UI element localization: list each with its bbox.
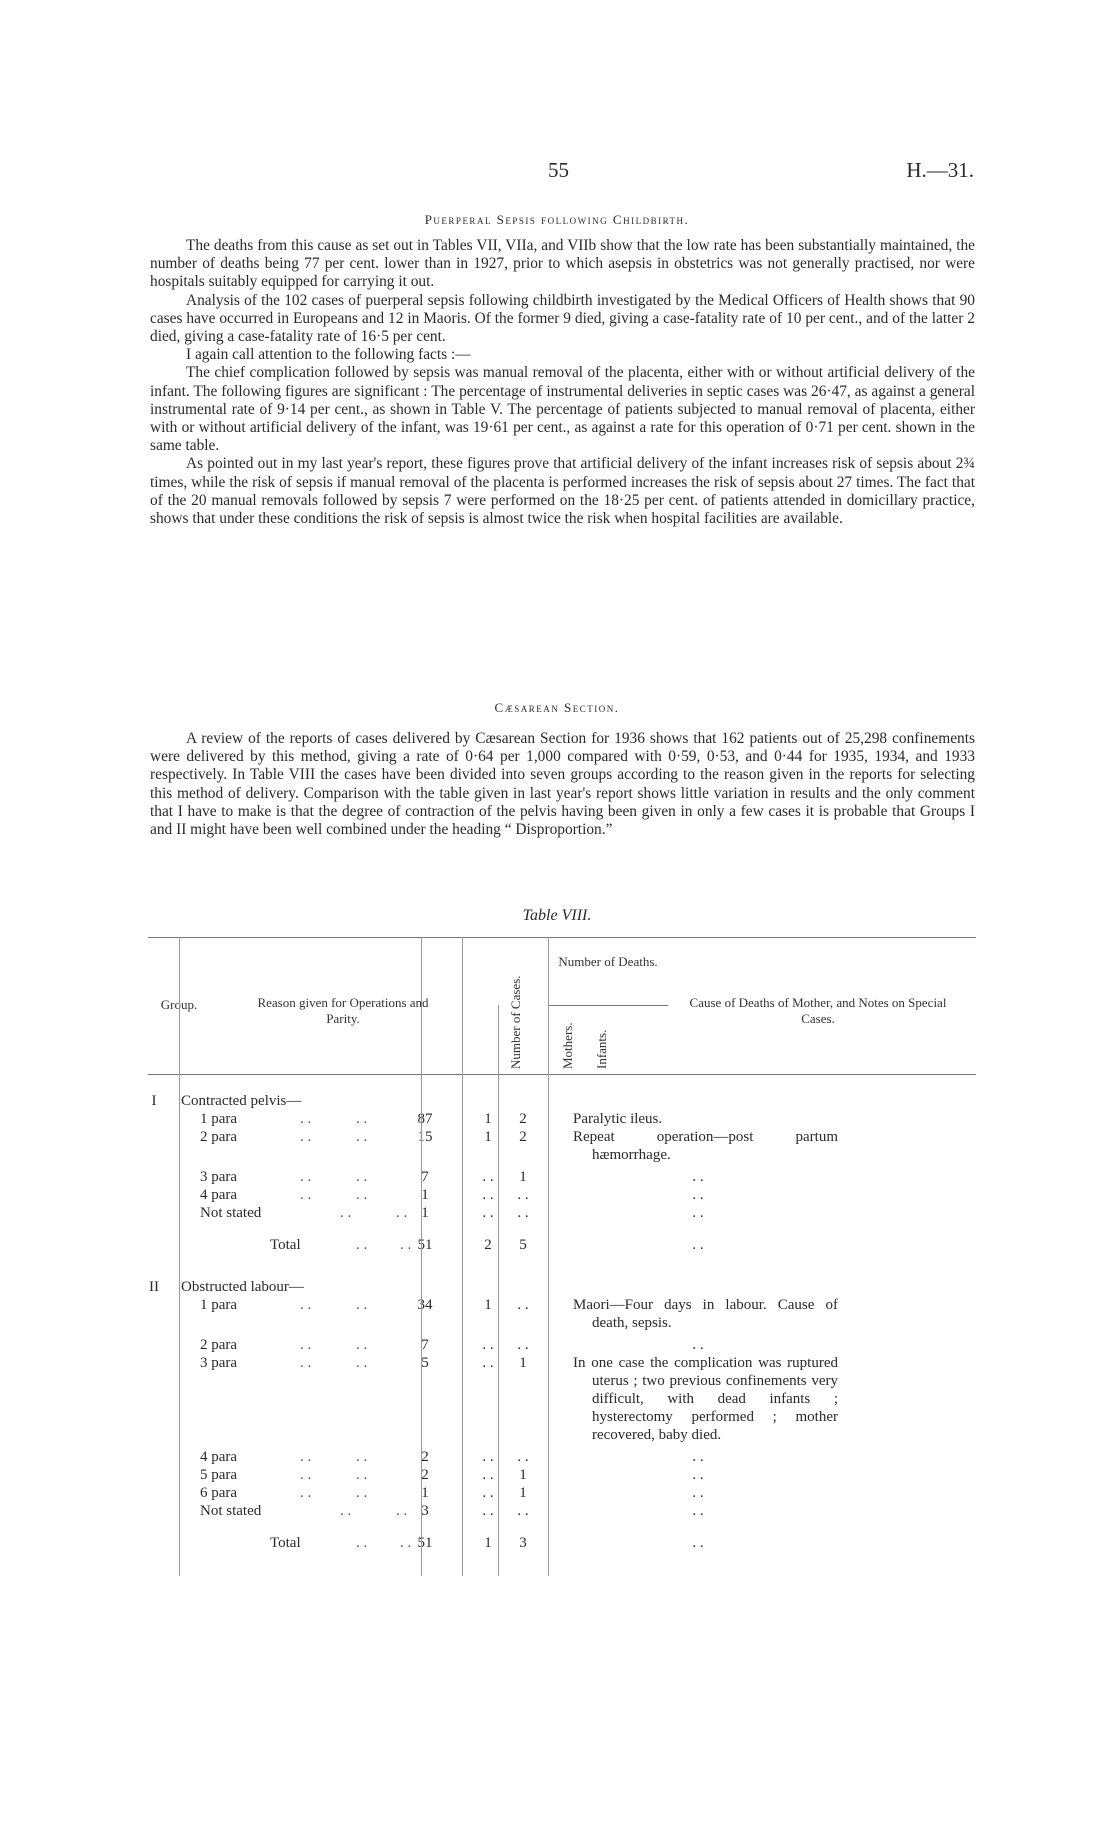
leader-dots: . . [356,1449,368,1465]
header-infants: Infants. [594,1029,609,1069]
leader-dots: . . [340,1205,352,1221]
mothers-value: . . [482,1503,494,1519]
leader-dots: . . [300,1337,312,1353]
infants-value: 1 [519,1485,527,1501]
row-label: 5 para [200,1467,238,1483]
column-rule [498,1005,499,1576]
leader-dots: . . [356,1169,368,1185]
leader-dots: . . [400,1535,412,1551]
group-number: I [151,1093,157,1109]
section-body-puerperal-sepsis [150,237,975,528]
table-caption: Table VIII. [522,907,592,924]
leader-dots: . . [300,1187,312,1203]
infants-value: . . [517,1187,529,1203]
row-note [573,1354,838,1444]
note-text: . . [692,1449,704,1465]
total-infants: 5 [519,1237,527,1253]
note-text: Maori—Four days in labour. Cause of death, sepsis. [573,1297,838,1331]
paragraph: The chief complication followed by sepsis was manual removal of the placenta, either with or without artificial delivery of the infant. The following figures are significant : The percentage of instrumental deliveries in septic cases was 26·47, as against a general instrumental rate of 9·14 per cent., as shown in Table V. The percentage of patients subjected to manual removal of placenta, either with or without artificial delivery of the infant, was 19·61 per cent., as against a rate for this operation of 0·71 per cent. shown in the same table. [150,364,975,455]
note-text: . . [692,1169,704,1185]
cases-value: 2 [421,1449,429,1465]
note-text: . . [692,1485,704,1501]
mothers-value: . . [482,1485,494,1501]
mothers-value: . . [482,1169,494,1185]
row-label: 3 para [200,1355,238,1371]
infants-value: 1 [519,1355,527,1371]
infants-value: . . [517,1205,529,1221]
group-reason: Contracted pelvis— [181,1093,302,1109]
row-label: 4 para [200,1187,238,1203]
leader-dots: . . [396,1205,408,1221]
cases-value: 15 [417,1129,433,1145]
leader-dots: . . [356,1467,368,1483]
data-table [148,937,976,1782]
cases-value: 1 [421,1485,429,1501]
leader-dots: . . [356,1337,368,1353]
group-reason: Obstructed labour— [181,1279,304,1295]
row-label: 6 para [200,1485,238,1501]
leader-dots: . . [356,1187,368,1203]
note-text: Repeat operation—post partum hæmorrhage. [573,1129,838,1163]
row-note [573,1168,838,1186]
column-rule [421,937,422,1576]
deaths-subheader-rule [548,1005,668,1006]
leader-dots: . . [300,1449,312,1465]
leader-dots: . . [300,1485,312,1501]
row-note [573,1110,838,1128]
mothers-value: . . [482,1337,494,1353]
header-reason: Reason given for Operations and Parity. [257,995,429,1026]
row-label: 2 para [200,1129,238,1145]
mothers-value: . . [482,1205,494,1221]
row-label: 1 para [200,1297,238,1313]
row-note [573,1502,838,1520]
mothers-value: 1 [484,1297,492,1313]
total-infants: 3 [519,1535,527,1551]
paragraph: Analysis of the 102 cases of puerperal sepsis following childbirth investigated by the Medical Officers of Health shows that 90 cases have occurred in Europeans and 12 in Maoris. Of the former 9 died, giving a case-fatality rate of 10 per cent., and of the latter 2 died, giving a case-fatality rate of 16·5 per cent. [150,291,975,346]
paragraph: I again call attention to the following facts :— [186,346,471,364]
leader-dots: . . [396,1503,408,1519]
header-group: Group. [160,997,198,1012]
column-rule [548,937,549,1576]
note-text: Paralytic ileus. [573,1111,663,1127]
mothers-value: . . [482,1187,494,1203]
mothers-value: 1 [484,1111,492,1127]
total-note: . . [692,1237,704,1253]
table-top-rule [148,937,976,938]
column-rule [462,937,463,1576]
cases-value: 3 [421,1503,429,1519]
leader-dots: . . [300,1297,312,1313]
leader-dots: . . [356,1237,368,1253]
leader-dots: . . [340,1503,352,1519]
row-label: 1 para [200,1111,238,1127]
leader-dots: . . [300,1111,312,1127]
infants-value: 1 [519,1169,527,1185]
infants-value: 1 [519,1467,527,1483]
document-reference: H.—31. [906,158,974,182]
row-note [573,1466,838,1484]
header-mothers: Mothers. [560,1022,575,1069]
row-note [573,1128,838,1164]
leader-dots: . . [356,1485,368,1501]
total-cases: 51 [417,1237,433,1253]
leader-dots: . . [356,1297,368,1313]
note-text: . . [692,1187,704,1203]
total-note: . . [692,1535,704,1551]
leader-dots: . . [356,1111,368,1127]
infants-value: . . [517,1503,529,1519]
paragraph: As pointed out in my last year's report, these figures prove that artificial delivery of the infant increases risk of sepsis about 2¾ times, while the risk of sepsis if manual removal of the placenta is performed increases the risk of sepsis about 27 times. The fact that of the 20 manual removals followed by sepsis 7 were performed on the 18·25 per cent. of patients attended in domicillary practice, shows that under these conditions the risk of sepsis is almost twice the risk when hospital facilities are available. [150,455,975,528]
note-text: . . [692,1337,704,1353]
header-number-of-deaths: Number of Deaths. [558,954,658,969]
leader-dots: . . [356,1535,368,1551]
cases-value: 34 [417,1297,433,1313]
row-note [573,1336,838,1354]
row-note [573,1448,838,1466]
cases-value: 7 [421,1337,429,1353]
note-text: . . [692,1467,704,1483]
row-note [573,1186,838,1204]
paragraph: A review of the reports of cases delivered by Cæsarean Section for 1936 shows that 162 patients out of 25,298 confinements were delivered by this method, giving a rate of 0·64 per 1,000 compared with 0·59, 0·53, and 0·44 for 1935, 1934, and 1933 respectively. In Table VIII the cases have been divided into seven groups according to the reason given in the reports for selecting this method of delivery. Comparison with the table given in last year's report shows little variation in results and the only comment that I have to make is that the degree of contraction of the pelvis having been given in only a few cases it is probable that Groups I and II might have been well combined under the heading “ Disproportion.” [150,730,975,839]
section-title-puerperal-sepsis: Puerperal Sepsis following Childbirth. [424,212,690,227]
infants-value: . . [517,1337,529,1353]
total-cases: 51 [417,1535,433,1551]
cases-value: 7 [421,1169,429,1185]
leader-dots: . . [300,1169,312,1185]
section-body-caesarean-section [150,730,975,839]
mothers-value: . . [482,1467,494,1483]
row-note [573,1296,838,1332]
cases-value: 1 [421,1187,429,1203]
cases-value: 1 [421,1205,429,1221]
leader-dots: . . [356,1355,368,1371]
row-label: Not stated [200,1205,262,1221]
note-text: . . [692,1503,704,1519]
row-note [573,1204,838,1222]
header-number-of-cases: Number of Cases. [508,975,523,1069]
note-text: In one case the complication was ruptured uterus ; two previous confinements very difficult, with dead infants ; hysterectomy performed ; mother recovered, baby died. [573,1355,838,1443]
cases-value: 2 [421,1467,429,1483]
infants-value: . . [517,1449,529,1465]
infants-value: 2 [519,1111,527,1127]
paragraph: The deaths from this cause as set out in Tables VII, VIIa, and VIIb show that the low rate has been substantially maintained, the number of deaths being 77 per cent. lower than in 1927, prior to which asepsis in obstetrics was not generally practised, nor were hospitals suitably equipped for carrying it out. [150,237,975,291]
infants-value: 2 [519,1129,527,1145]
infants-value: . . [517,1297,529,1313]
leader-dots: . . [356,1129,368,1145]
cases-value: 5 [421,1355,429,1371]
note-text: . . [692,1205,704,1221]
column-rule [179,937,180,1576]
row-label: 4 para [200,1449,238,1465]
total-mothers: 2 [484,1237,492,1253]
row-note [573,1484,838,1502]
total-label: Total [270,1535,301,1551]
mothers-value: . . [482,1355,494,1371]
section-title-caesarean-section: Cæsarean Section. [494,700,620,715]
row-label: Not stated [200,1503,262,1519]
row-label: 2 para [200,1337,238,1353]
total-mothers: 1 [484,1535,492,1551]
group-number: II [149,1279,159,1295]
mothers-value: . . [482,1449,494,1465]
leader-dots: . . [400,1237,412,1253]
leader-dots: . . [300,1355,312,1371]
row-label: 3 para [200,1169,238,1185]
table-header-rule [148,1074,976,1075]
page-number: 55 [548,158,569,182]
leader-dots: . . [300,1129,312,1145]
cases-value: 87 [417,1111,433,1127]
leader-dots: . . [300,1467,312,1483]
total-label: Total [270,1237,301,1253]
header-cause-of-deaths: Cause of Deaths of Mother, and Notes on Special Cases. [689,995,947,1026]
mothers-value: 1 [484,1129,492,1145]
